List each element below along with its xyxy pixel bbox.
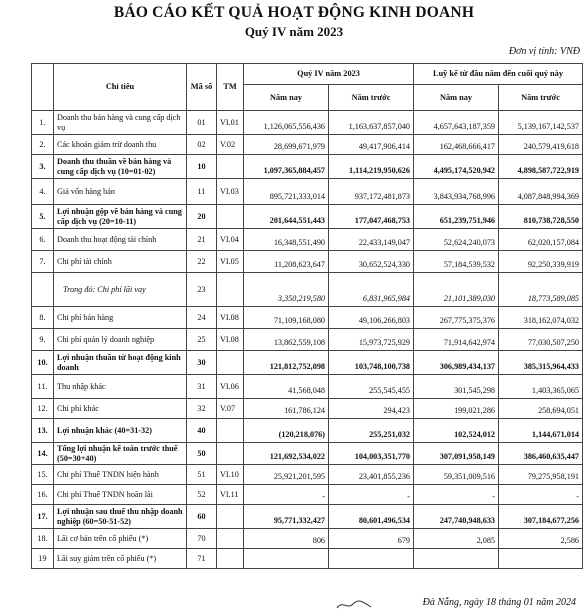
row-label: Lãi suy giảm trên cổ phiếu (*) — [54, 549, 187, 569]
row-ytd-current: 199,021,286 — [414, 399, 499, 419]
row-note — [217, 549, 244, 569]
table-row — [32, 205, 583, 229]
row-label: Chi phí Thuế TNDN hiện hành — [54, 465, 187, 485]
header-ytd: Luỹ kế từ đầu năm đến cuối quý này — [414, 64, 583, 85]
row-ytd-current: 21,101,389,030 — [414, 273, 499, 307]
row-code: 60 — [187, 505, 217, 529]
header-quarter-last-year: Năm trước — [329, 85, 414, 111]
report-title: BÁO CÁO KẾT QUẢ HOẠT ĐỘNG KINH DOANH — [113, 4, 475, 21]
table-row — [32, 307, 583, 329]
row-code: 01 — [187, 111, 217, 135]
row-label: Tổng lợi nhuận kế toán trước thuế (50=30+40) — [54, 443, 187, 465]
table-row — [32, 529, 583, 549]
row-ytd-current: 102,524,012 — [414, 419, 499, 443]
row-quarter-current: 16,348,551,490 — [244, 229, 329, 251]
row-ytd-current: 267,775,375,376 — [414, 307, 499, 329]
row-note — [217, 443, 244, 465]
row-ytd-current: 2,085 — [414, 529, 499, 549]
row-note: VI.08 — [217, 329, 244, 351]
row-note: VI.03 — [217, 179, 244, 205]
header-blank — [32, 64, 54, 111]
table-row — [32, 351, 583, 375]
row-code: 30 — [187, 351, 217, 375]
row-note — [217, 205, 244, 229]
row-ytd-current: 52,624,240,073 — [414, 229, 499, 251]
row-ytd-previous: 18,773,589,085 — [499, 273, 583, 307]
row-label: Trong đó: Chi phí lãi vay — [54, 273, 187, 307]
row-label: Thu nhập khác — [54, 375, 187, 399]
row-code: 22 — [187, 251, 217, 273]
row-number: 11. — [32, 375, 54, 399]
row-ytd-current: 306,989,434,137 — [414, 351, 499, 375]
row-number: 9. — [32, 329, 54, 351]
row-quarter-previous: 679 — [329, 529, 414, 549]
row-note: V.02 — [217, 135, 244, 155]
row-quarter-previous: 1,163,637,857,040 — [329, 111, 414, 135]
table-row — [32, 443, 583, 465]
row-quarter-previous: 294,423 — [329, 399, 414, 419]
row-label: Chi phí quản lý doanh nghiệp — [54, 329, 187, 351]
row-number: 4. — [32, 179, 54, 205]
row-label: Doanh thu thuần về bán hàng và cung cấp dịch vụ (10=01-02) — [54, 155, 187, 179]
row-quarter-previous: 6,831,965,984 — [329, 273, 414, 307]
table-row — [32, 485, 583, 505]
row-ytd-previous: 79,275,958,191 — [499, 465, 583, 485]
row-ytd-current — [414, 549, 499, 569]
row-label: Chi phí bán hàng — [54, 307, 187, 329]
header-quarter-this-year: Năm nay — [244, 85, 329, 111]
row-ytd-current: 4,495,174,520,942 — [414, 155, 499, 179]
row-note — [217, 351, 244, 375]
row-quarter-previous: 937,172,481,873 — [329, 179, 414, 205]
row-number: 6. — [32, 229, 54, 251]
row-code: 23 — [187, 273, 217, 307]
row-quarter-previous: 15,973,725,929 — [329, 329, 414, 351]
row-number: 18. — [32, 529, 54, 549]
signature-mark — [335, 598, 375, 612]
table-row — [32, 465, 583, 485]
row-quarter-current: 1,126,065,556,436 — [244, 111, 329, 135]
table-row — [32, 273, 583, 307]
row-number: 3. — [32, 155, 54, 179]
row-quarter-current: 11,208,623,647 — [244, 251, 329, 273]
row-quarter-current: 1,097,365,884,457 — [244, 155, 329, 179]
row-quarter-previous — [329, 549, 414, 569]
row-ytd-previous: 5,139,167,142,537 — [499, 111, 583, 135]
row-label: Lợi nhuận gộp về bán hàng và cung cấp dịch vụ (20=10-11) — [54, 205, 187, 229]
row-quarter-previous: 23,401,855,236 — [329, 465, 414, 485]
row-number: 5. — [32, 205, 54, 229]
row-quarter-current: (120,218,076) — [244, 419, 329, 443]
row-ytd-previous: 4,898,587,722,919 — [499, 155, 583, 179]
row-ytd-previous: 385,315,964,433 — [499, 351, 583, 375]
row-quarter-previous: 49,106,266,803 — [329, 307, 414, 329]
row-quarter-current: 806 — [244, 529, 329, 549]
row-quarter-previous: 30,652,524,330 — [329, 251, 414, 273]
row-number: 17. — [32, 505, 54, 529]
row-ytd-previous: 240,579,419,618 — [499, 135, 583, 155]
row-code: 52 — [187, 485, 217, 505]
row-ytd-current: 247,740,948,633 — [414, 505, 499, 529]
header-quarter: Quý IV năm 2023 — [244, 64, 414, 85]
row-quarter-current: 25,921,201,595 — [244, 465, 329, 485]
table-row — [32, 375, 583, 399]
row-note — [217, 155, 244, 179]
row-code: 11 — [187, 179, 217, 205]
row-number: 15. — [32, 465, 54, 485]
row-ytd-previous: 2,586 — [499, 529, 583, 549]
row-label: Lợi nhuận sau thuế thu nhập doanh nghiệp (60=50-51-52) — [54, 505, 187, 529]
row-ytd-previous: 62,020,157,084 — [499, 229, 583, 251]
row-note: VI.11 — [217, 485, 244, 505]
row-code: 21 — [187, 229, 217, 251]
row-label: Doanh thu bán hàng và cung cấp dịch vụ — [54, 111, 187, 135]
row-number: 10. — [32, 351, 54, 375]
row-code: 71 — [187, 549, 217, 569]
row-ytd-current: - — [414, 485, 499, 505]
row-quarter-current: 95,771,332,427 — [244, 505, 329, 529]
table-header — [32, 64, 583, 111]
row-ytd-current: 59,351,009,516 — [414, 465, 499, 485]
table-row — [32, 399, 583, 419]
row-quarter-current: 41,568,048 — [244, 375, 329, 399]
row-note: VI.01 — [217, 111, 244, 135]
table-row — [32, 179, 583, 205]
row-quarter-current: 201,644,551,443 — [244, 205, 329, 229]
income-statement-table — [31, 63, 583, 569]
row-quarter-current — [244, 549, 329, 569]
row-ytd-previous: 810,738,728,550 — [499, 205, 583, 229]
row-code: 70 — [187, 529, 217, 549]
row-note — [217, 419, 244, 443]
row-quarter-previous: 255,251,032 — [329, 419, 414, 443]
footer-date: Đà Nẵng, ngày 18 tháng 01 năm 2024 — [422, 597, 576, 608]
table-row — [32, 505, 583, 529]
currency-unit: Đơn vị tính: VNĐ — [508, 46, 580, 57]
table-row — [32, 135, 583, 155]
table-row — [32, 229, 583, 251]
row-ytd-current: 301,545,298 — [414, 375, 499, 399]
row-quarter-previous: 22,433,149,047 — [329, 229, 414, 251]
row-number: 16. — [32, 485, 54, 505]
row-quarter-current: 895,721,333,014 — [244, 179, 329, 205]
row-label: Chi phí Thuế TNDN hoãn lãi — [54, 485, 187, 505]
row-quarter-previous: 1,114,219,950,626 — [329, 155, 414, 179]
row-number: 14. — [32, 443, 54, 465]
row-code: 31 — [187, 375, 217, 399]
row-note: VI.04 — [217, 229, 244, 251]
table-row — [32, 419, 583, 443]
row-label: Lợi nhuận thuần từ hoạt động kinh doanh — [54, 351, 187, 375]
row-quarter-current: 71,109,168,080 — [244, 307, 329, 329]
row-number: 19 — [32, 549, 54, 569]
row-ytd-previous: 1,144,671,014 — [499, 419, 583, 443]
row-quarter-current: 121,692,534,022 — [244, 443, 329, 465]
header-code: Mã số — [187, 64, 217, 111]
table-row — [32, 111, 583, 135]
row-quarter-current: 161,786,124 — [244, 399, 329, 419]
row-label: Lợi nhuận khác (40=31-32) — [54, 419, 187, 443]
row-ytd-current: 71,914,642,974 — [414, 329, 499, 351]
row-number: 7. — [32, 251, 54, 273]
row-quarter-previous: 177,047,468,753 — [329, 205, 414, 229]
row-label: Lãi cơ bản trên cổ phiếu (*) — [54, 529, 187, 549]
row-note: VI.06 — [217, 375, 244, 399]
row-ytd-previous — [499, 549, 583, 569]
row-ytd-current: 3,843,934,768,996 — [414, 179, 499, 205]
table-body — [32, 111, 583, 569]
row-ytd-current: 162,468,666,417 — [414, 135, 499, 155]
row-code: 32 — [187, 399, 217, 419]
row-ytd-previous: 307,184,677,256 — [499, 505, 583, 529]
row-ytd-previous: 77,030,507,250 — [499, 329, 583, 351]
row-number: 12. — [32, 399, 54, 419]
row-ytd-previous: 92,250,339,919 — [499, 251, 583, 273]
header-item: Chỉ tiêu — [54, 64, 187, 111]
row-label: Chi phí tài chính — [54, 251, 187, 273]
row-ytd-current: 4,657,643,187,359 — [414, 111, 499, 135]
row-ytd-previous: 318,162,074,032 — [499, 307, 583, 329]
row-code: 40 — [187, 419, 217, 443]
row-number: 8. — [32, 307, 54, 329]
table-row — [32, 549, 583, 569]
row-note: V.07 — [217, 399, 244, 419]
row-code: 10 — [187, 155, 217, 179]
row-quarter-previous: 103,748,100,738 — [329, 351, 414, 375]
row-quarter-current: 13,862,559,108 — [244, 329, 329, 351]
row-ytd-previous: - — [499, 485, 583, 505]
row-note: VI.05 — [217, 251, 244, 273]
row-quarter-previous: - — [329, 485, 414, 505]
row-code: 20 — [187, 205, 217, 229]
row-note — [217, 505, 244, 529]
row-ytd-current: 307,091,958,149 — [414, 443, 499, 465]
row-quarter-previous: 80,601,496,534 — [329, 505, 414, 529]
row-note — [217, 273, 244, 307]
table-row — [32, 251, 583, 273]
row-quarter-previous: 49,417,906,414 — [329, 135, 414, 155]
row-code: 02 — [187, 135, 217, 155]
row-ytd-previous: 386,460,635,447 — [499, 443, 583, 465]
header-note: TM — [217, 64, 244, 111]
row-quarter-current: 121,812,752,098 — [244, 351, 329, 375]
row-number: 1. — [32, 111, 54, 135]
row-label: Doanh thu hoạt động tài chính — [54, 229, 187, 251]
row-ytd-previous: 4,087,848,994,369 — [499, 179, 583, 205]
row-quarter-previous: 255,545,455 — [329, 375, 414, 399]
row-label: Các khoản giảm trừ doanh thu — [54, 135, 187, 155]
row-ytd-current: 57,184,539,532 — [414, 251, 499, 273]
row-quarter-current: 3,350,219,580 — [244, 273, 329, 307]
row-note: VI.10 — [217, 465, 244, 485]
report-period: Quý IV năm 2023 — [244, 24, 344, 39]
row-ytd-previous: 258,694,051 — [499, 399, 583, 419]
header-ytd-this-year: Năm nay — [414, 85, 499, 111]
row-note: VI.08 — [217, 307, 244, 329]
row-label: Giá vốn hàng bán — [54, 179, 187, 205]
row-number — [32, 273, 54, 307]
row-quarter-previous: 104,003,351,770 — [329, 443, 414, 465]
row-code: 24 — [187, 307, 217, 329]
row-label: Chi phí khác — [54, 399, 187, 419]
table-row — [32, 155, 583, 179]
row-code: 51 — [187, 465, 217, 485]
row-ytd-current: 651,239,751,946 — [414, 205, 499, 229]
row-code: 50 — [187, 443, 217, 465]
row-code: 25 — [187, 329, 217, 351]
table-row — [32, 329, 583, 351]
row-quarter-current: - — [244, 485, 329, 505]
row-quarter-current: 28,699,671,979 — [244, 135, 329, 155]
row-number: 13. — [32, 419, 54, 443]
row-note — [217, 529, 244, 549]
header-ytd-last-year: Năm trước — [499, 85, 583, 111]
row-number: 2. — [32, 135, 54, 155]
row-ytd-previous: 1,403,365,065 — [499, 375, 583, 399]
